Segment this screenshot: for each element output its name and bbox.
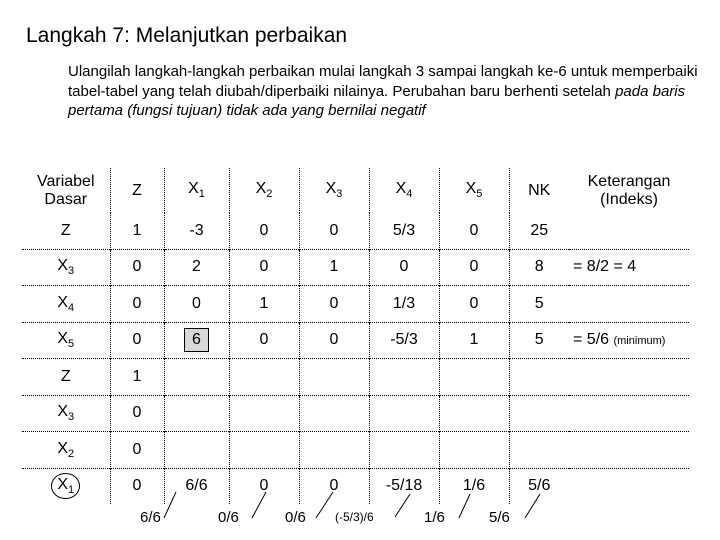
instruction-text: Ulangilah langkah-langkah perbaikan mulai langkah 3 sampai langkah ke-6 untuk memperbaiki tabel-tabel yang telah diubah/diperbaiki nilainya. Perubahan baru berhenti setelah [68, 63, 698, 100]
value-cell: 0 [439, 213, 509, 249]
value-cell: 1 [439, 322, 509, 359]
value-cell: 0 [110, 395, 164, 432]
fraction-label: 6/6 [140, 509, 161, 526]
value-cell: 0 [110, 432, 164, 469]
value-cell: 0 [299, 322, 369, 359]
basic-variable-cell: $X_2$ [22, 432, 110, 469]
header-x1: $X_1$ [164, 168, 229, 213]
value-cell: -3 [164, 213, 229, 249]
fraction-label: (-5/3)/6 [335, 510, 374, 524]
value-cell: 0 [229, 249, 299, 286]
header-variabel-dasar: Variabel Dasar [36, 172, 95, 208]
basic-variable-cell: $X_5$ [22, 322, 110, 359]
value-cell: 0 [110, 286, 164, 323]
value-cell: 0 [439, 249, 509, 286]
value-cell: 1 [299, 249, 369, 286]
basic-variable-cell: $X_4$ [22, 286, 110, 323]
pivot-variable-circle: $X_1$ [51, 473, 80, 499]
keterangan-cell: = 5/6 (minimum) [569, 322, 689, 359]
value-cell: 0 [299, 286, 369, 323]
value-cell: 0 [439, 286, 509, 323]
value-cell: 1/6 [439, 468, 509, 504]
value-cell: 1 [229, 286, 299, 323]
value-cell: 5 [509, 322, 569, 359]
header-x5: $X_5$ [439, 168, 509, 213]
value-cell: 25 [509, 213, 569, 249]
value-cell: 0 [369, 249, 439, 286]
value-cell: 6/6 [164, 468, 229, 504]
value-cell: 0 [229, 468, 299, 504]
header-keterangan: Keterangan (Indeks) [587, 172, 671, 208]
keterangan-cell: = 8/2 = 4 [569, 249, 689, 286]
value-cell: 0 [299, 213, 369, 249]
header-nk: NK [509, 168, 569, 213]
instruction-italic-text: pada baris pertama (fungsi tujuan) tidak ada yang bernilai negatif [68, 82, 686, 119]
value-cell: 0 [110, 322, 164, 359]
header-x2: $X_2$ [229, 168, 299, 213]
value-cell: 0 [229, 322, 299, 359]
value-cell: 5 [509, 286, 569, 323]
fraction-label: 1/6 [424, 509, 445, 526]
value-cell: 0 [164, 286, 229, 323]
value-cell: 0 [229, 213, 299, 249]
value-cell: -5/18 [369, 468, 439, 504]
value-cell: 0 [299, 468, 369, 504]
value-cell: 1 [110, 213, 164, 249]
value-cell: 2 [164, 249, 229, 286]
value-cell: 5/6 [509, 468, 569, 504]
value-cell: 0 [110, 249, 164, 286]
slide-title: Langkah 7: Melanjutkan perbaikan [26, 24, 348, 47]
header-z: Z [110, 168, 164, 213]
basic-variable-cell: Z [60, 221, 71, 239]
value-cell: 1 [110, 359, 164, 396]
basic-variable-cell: Z [22, 359, 110, 396]
basic-variable-cell: $X_3$ [22, 249, 110, 286]
fraction-label: 0/6 [285, 509, 306, 526]
basic-variable-cell: $X_3$ [22, 395, 110, 432]
header-x3: $X_3$ [299, 168, 369, 213]
header-x4: $X_4$ [369, 168, 439, 213]
value-cell: 0 [110, 468, 164, 504]
value-cell: 1/3 [369, 286, 439, 323]
value-cell: -5/3 [369, 322, 439, 359]
value-cell: 8 [509, 249, 569, 286]
value-cell: 5/3 [369, 213, 439, 249]
fraction-label: 0/6 [218, 509, 239, 526]
fraction-label: 5/6 [489, 509, 510, 526]
pivot-element: 6 [184, 328, 209, 352]
